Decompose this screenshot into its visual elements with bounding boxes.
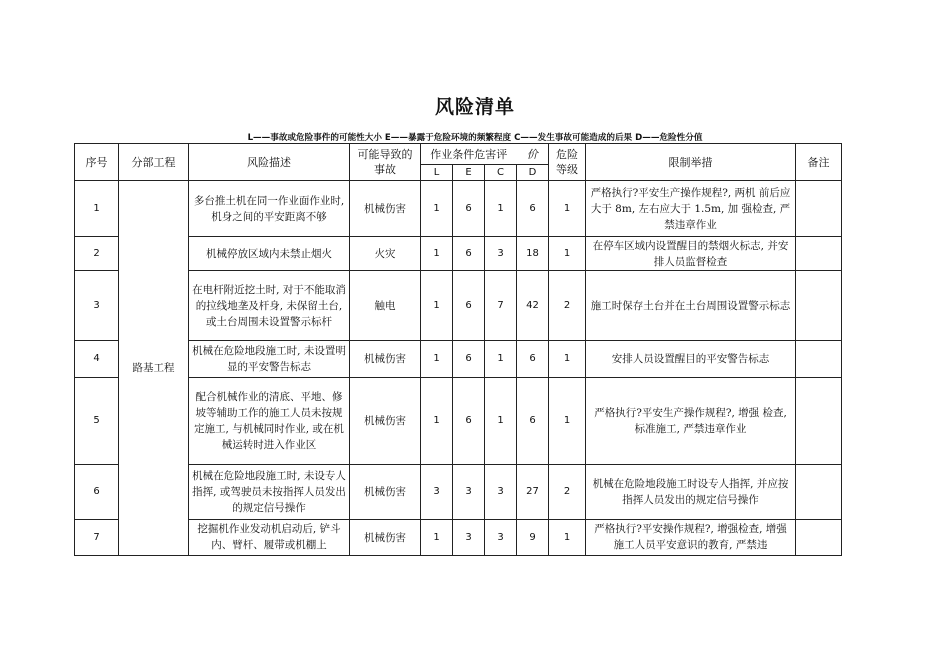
legend-note: L——事故或危险事件的可能性大小 E——暴露于危险环境的频繁程度 C——发生事故可能造成的后果 D——危险性分值 xyxy=(247,133,703,143)
row-accident: 机械伤害 xyxy=(350,341,421,378)
header-description: 风险描述 xyxy=(189,144,350,181)
row-d: 9 xyxy=(517,520,549,556)
table-row xyxy=(75,520,842,556)
row-measures: 在停车区域内设置醒目的禁烟火标志, 并安排人员监督检查 xyxy=(586,237,796,271)
header-division: 分部工程 xyxy=(119,144,189,181)
division-cell: 路基工程 xyxy=(119,181,189,556)
row-l: 1 xyxy=(421,181,453,237)
row-l: 1 xyxy=(421,378,453,465)
row-description: 在电杆附近挖土时, 对于不能取消的拉线地垄及杆身, 未保留土台, 或土台周围未设置警示标杆 xyxy=(189,271,350,341)
table-row xyxy=(75,237,842,271)
row-l: 3 xyxy=(421,465,453,520)
row-notes xyxy=(796,465,842,520)
row-c: 1 xyxy=(485,181,517,237)
row-measures: 机械在危险地段施工时设专人指挥, 并应按指挥人员发出的规定信号操作 xyxy=(586,465,796,520)
header-level: 危险等级 xyxy=(549,144,586,181)
row-e: 6 xyxy=(453,341,485,378)
table-row xyxy=(75,181,842,237)
table-row xyxy=(75,271,842,341)
row-l: 1 xyxy=(421,520,453,556)
row-seq: 6 xyxy=(75,465,119,520)
header-d: D xyxy=(517,165,549,181)
row-notes xyxy=(796,181,842,237)
row-e: 6 xyxy=(453,237,485,271)
row-seq: 7 xyxy=(75,520,119,556)
row-measures: 施工时保存土台并在土台周围设置警示标志 xyxy=(586,271,796,341)
row-description-text: 挖掘机作业发动机启动后, 铲斗内、臂杆、履带或机棚上 xyxy=(197,522,341,551)
page-title: 风险清单 xyxy=(434,96,515,118)
header-notes: 备注 xyxy=(796,144,842,181)
row-l: 1 xyxy=(421,271,453,341)
row-description xyxy=(189,520,350,556)
row-d: 42 xyxy=(517,271,549,341)
row-measures xyxy=(586,520,796,556)
row-level: 2 xyxy=(549,271,586,341)
table-row xyxy=(75,341,842,378)
row-accident: 机械伤害 xyxy=(350,378,421,465)
row-seq: 2 xyxy=(75,237,119,271)
row-l: 1 xyxy=(421,341,453,378)
row-e: 3 xyxy=(453,465,485,520)
row-measures: 严格执行?平安生产操作规程?, 增强 检查, 标准施工, 严禁违章作业 xyxy=(586,378,796,465)
header-seq: 序号 xyxy=(75,144,119,181)
row-measures: 安排人员设置醒目的平安警告标志 xyxy=(586,341,796,378)
row-accident: 机械伤害 xyxy=(350,465,421,520)
row-description: 配合机械作业的清底、平地、修坡等辅助工作的施工人员未按规定施工, 与机械同时作业, 或在机械运转时进入作业区 xyxy=(189,378,350,465)
row-e: 6 xyxy=(453,271,485,341)
row-c: 1 xyxy=(485,378,517,465)
row-notes xyxy=(796,341,842,378)
row-seq: 1 xyxy=(75,181,119,237)
row-accident: 火灾 xyxy=(350,237,421,271)
row-c: 7 xyxy=(485,271,517,341)
row-d: 6 xyxy=(517,341,549,378)
header-measures: 限制举措 xyxy=(586,144,796,181)
row-accident: 机械伤害 xyxy=(350,181,421,237)
row-notes xyxy=(796,378,842,465)
header-l: L xyxy=(421,165,453,181)
row-c: 3 xyxy=(485,520,517,556)
header-accident: 可能导致的事故 xyxy=(350,144,421,181)
row-accident: 触电 xyxy=(350,271,421,341)
row-level: 1 xyxy=(549,378,586,465)
row-l: 1 xyxy=(421,237,453,271)
header-e: E xyxy=(453,165,485,181)
table-row xyxy=(75,465,842,520)
row-level: 1 xyxy=(549,341,586,378)
table-row xyxy=(75,378,842,465)
row-notes xyxy=(796,237,842,271)
row-seq: 3 xyxy=(75,271,119,341)
row-e: 6 xyxy=(453,181,485,237)
row-notes xyxy=(796,271,842,341)
row-measures-text: 严格执行?平安操作规程?, 增强检查, 增强施工人员平安意识的教育, 严禁违 xyxy=(594,522,787,551)
row-seq: 4 xyxy=(75,341,119,378)
row-accident: 机械伤害 xyxy=(350,520,421,556)
row-description: 机械停放区域内未禁止烟火 xyxy=(189,237,350,271)
row-c: 3 xyxy=(485,237,517,271)
header-evaluation-tail: 价 xyxy=(517,144,549,165)
row-level: 1 xyxy=(549,237,586,271)
row-d: 6 xyxy=(517,181,549,237)
row-d: 27 xyxy=(517,465,549,520)
header-c: C xyxy=(485,165,517,181)
header-evaluation: 作业条件危害评 xyxy=(421,144,517,165)
row-seq: 5 xyxy=(75,378,119,465)
row-description: 多台推土机在同一作业面作业时, 机身之间的平安距离不够 xyxy=(189,181,350,237)
row-notes xyxy=(796,520,842,556)
row-description: 机械在危险地段施工时, 未设置明显的平安警告标志 xyxy=(189,341,350,378)
row-level: 1 xyxy=(549,520,586,556)
row-description: 机械在危险地段施工时, 未设专人指挥, 或驾驶员未按指挥人员发出的规定信号操作 xyxy=(189,465,350,520)
row-measures: 严格执行?平安生产操作规程?, 两机 前后应大于 8m, 左右应大于 1.5m, 加 强检查, 严禁违章作业 xyxy=(586,181,796,237)
risk-table xyxy=(74,143,842,556)
row-d: 18 xyxy=(517,237,549,271)
row-c: 3 xyxy=(485,465,517,520)
row-e: 6 xyxy=(453,378,485,465)
row-level: 2 xyxy=(549,465,586,520)
row-d: 6 xyxy=(517,378,549,465)
row-e: 3 xyxy=(453,520,485,556)
row-level: 1 xyxy=(549,181,586,237)
row-c: 1 xyxy=(485,341,517,378)
